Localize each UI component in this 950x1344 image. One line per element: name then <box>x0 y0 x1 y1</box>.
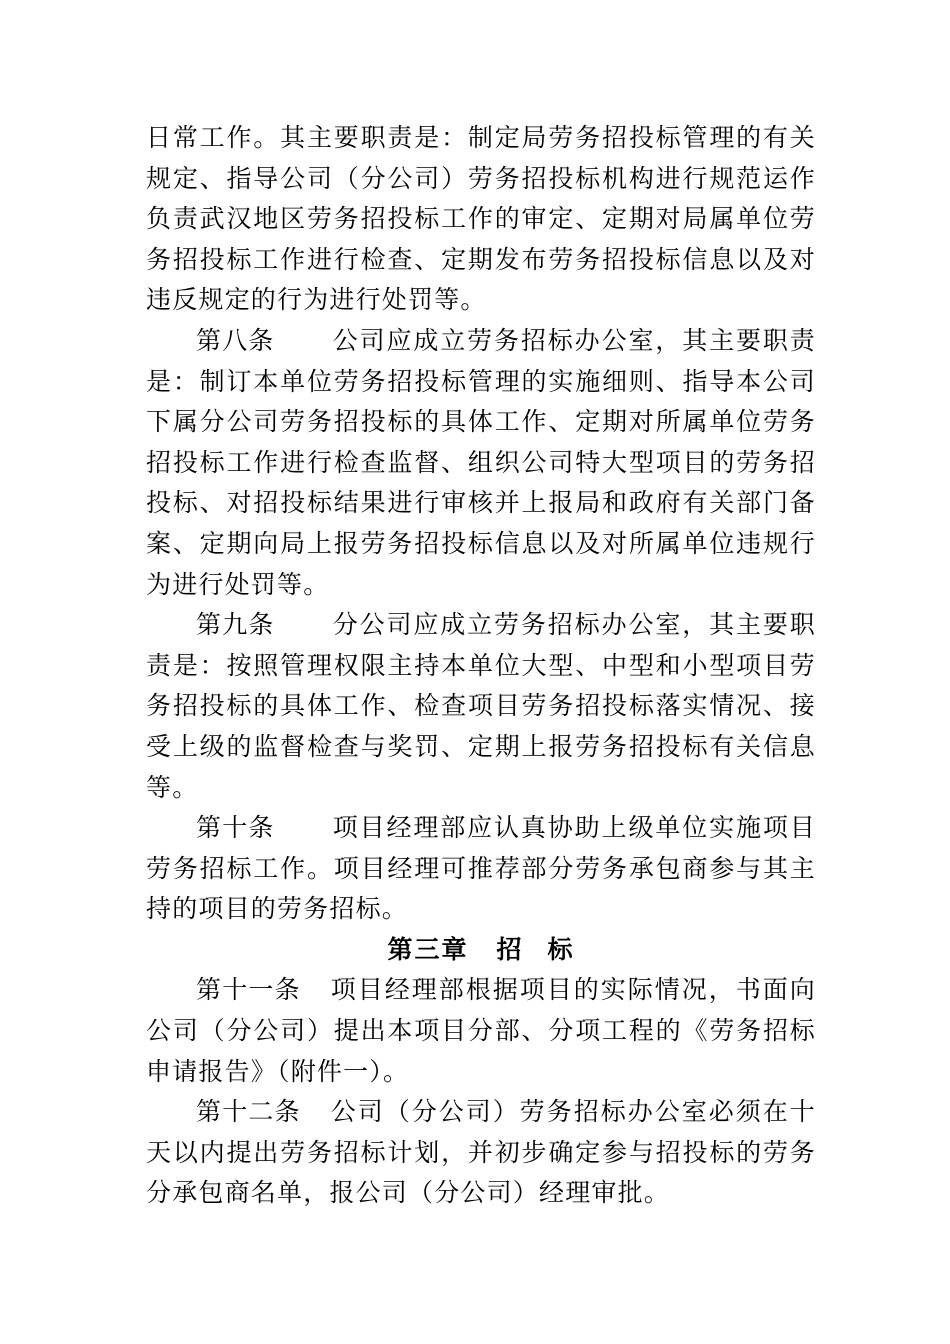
paragraph-intro-text: 日常工作。其主要职责是：制定局劳务招投标管理的有关规定、指导公司（分公司）劳务招投标机构进行规范运作负责武汉地区劳务招投标工作的审定、定期对局属单位劳务招投标工作进行检查、定期发布劳务招投标信息以及对违反规定的行为进行处罚等。 <box>146 123 816 315</box>
chapter-title-part-1: 招 <box>496 934 524 964</box>
article-8-text: 公司应成立劳务招标办公室，其主要职责是：制订本单位劳务招投标管理的实施细则、指导本公司下属分公司劳务招投标的具体工作、定期对所属单位劳务招投标工作进行检查监督、组织公司特大型项目的劳务招投标、对招投标结果进行审核并上报局和政府有关部门备案、定期向局上报劳务招投标信息以及对所属单位违规行为进行处罚等。 <box>146 325 816 599</box>
article-12-number: 第十二条 <box>196 1097 301 1127</box>
paragraph-intro <box>146 118 816 321</box>
article-11-number: 第十一条 <box>196 975 301 1005</box>
article-9-text: 分公司应成立劳务招标办公室，其主要职责是：按照管理权限主持本单位大型、中型和小型项目劳务招投标的具体工作、检查项目劳务招投标落实情况、接受上级的监督检查与奖罚、定期上报劳务招投标有关信息等。 <box>146 610 816 802</box>
article-11-text: 项目经理部根据项目的实际情况，书面向公司（分公司）提出本项目分部、分项工程的《劳务招标申请报告》（附件一）。 <box>146 975 816 1086</box>
chapter-number: 第三章 <box>387 934 469 964</box>
article-12 <box>146 1092 816 1214</box>
chapter-title-part-2: 标 <box>547 934 575 964</box>
article-10-text: 项目经理部应认真协助上级单位实施项目劳务招标工作。项目经理可推荐部分劳务承包商参与其主持的项目的劳务招标。 <box>146 813 816 924</box>
chapter-heading <box>146 930 816 971</box>
article-10-number: 第十条 <box>196 813 275 843</box>
article-11 <box>146 970 816 1092</box>
article-12-text: 公司（分公司）劳务招标办公室必须在十天以内提出劳务招标计划，并初步确定参与招投标的劳务分承包商名单，报公司（分公司）经理审批。 <box>146 1097 816 1208</box>
article-8-number: 第八条 <box>196 325 275 355</box>
article-10 <box>146 808 816 930</box>
article-9 <box>146 605 816 808</box>
document-body <box>146 118 816 1214</box>
article-8 <box>146 321 816 605</box>
article-9-number: 第九条 <box>196 610 275 640</box>
